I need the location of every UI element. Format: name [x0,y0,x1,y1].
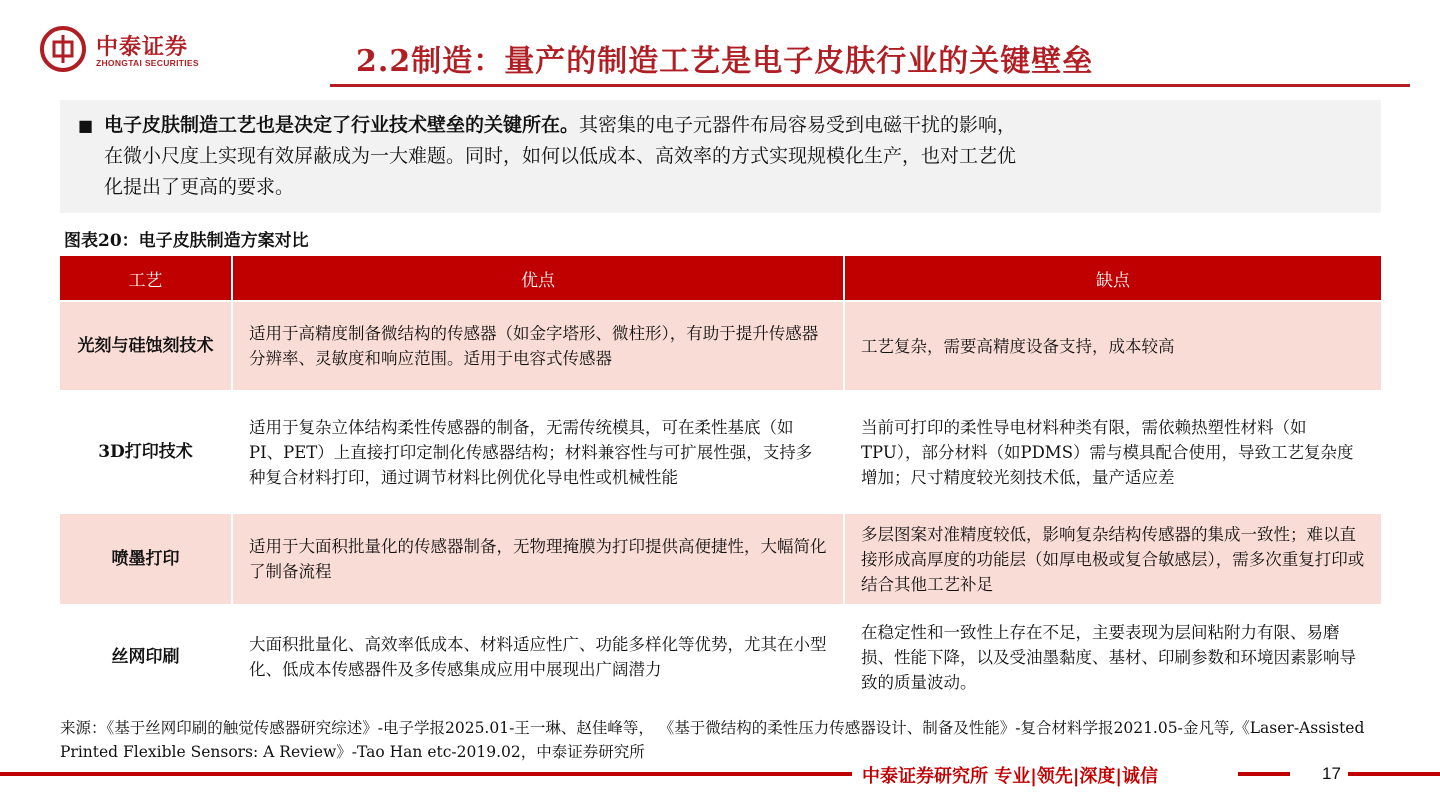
page-number: 17 [1322,764,1341,783]
footer-rule-right [1348,772,1440,776]
summary-lead: 电子皮肤制造工艺也是决定了行业技术壁垒的关键所在。 [104,114,580,136]
process-cell: 丝网印刷 [60,605,232,709]
footer-slogan: 中泰证券研究所 专业|领先|深度|诚信 [862,766,1158,787]
footer-rule-left [0,772,852,776]
pros-cell: 适用于高精度制备微结构的传感器（如金字塔形、微柱形），有助于提升传感器分辨率、灵敏度和响应范围。适用于电容式传感器 [232,301,844,391]
table-row [60,513,1381,605]
header-process: 工艺 [60,256,232,301]
cons-cell: 多层图案对准精度较低，影响复杂结构传感器的集成一致性；难以直接形成高厚度的功能层（如厚电极或复合敏感层），需多次重复打印或结合其他工艺补足 [844,513,1381,605]
company-logo [40,26,230,74]
pros-cell: 适用于复杂立体结构柔性传感器的制备，无需传统模具，可在柔性基底（如PI、PET）上直接打印定制化传感器结构；材料兼容性与可扩展性强，支持多种复合材料打印，通过调节材料比例优化导电性或机械性能 [232,391,844,513]
cons-cell: 当前可打印的柔性导电材料种类有限，需依赖热塑性材料（如TPU），部分材料（如PDMS）需与模具配合使用，导致工艺复杂度增加；尺寸精度较光刻技术低，量产适应差 [844,391,1381,513]
logo-english-text: ZHONGTAI SECURITIES [96,58,199,68]
bullet-square-icon: ■ [78,116,94,135]
source-note: 来源：《基于丝网印刷的触觉传感器研究综述》-电子学报2025.01-王一琳、赵佳峰等， 《基于微结构的柔性压力传感器设计、制备及性能》-复合材料学报2021.05-金凡等,《Laser-Assisted Printed Flexible Sensors: A Review》-Tao Han etc-2019.02，中泰证券研究所 [60,719,1365,761]
table-header-row [60,256,1381,301]
page-title: 2.2制造：量产的制造工艺是电子皮肤行业的关键壁垒 [356,44,1094,79]
process-cell: 3D打印技术 [60,391,232,513]
zhongtai-logo-icon [40,26,86,72]
table-row [60,605,1381,709]
summary-text [78,110,1348,203]
table-caption: 图表20：电子皮肤制造方案对比 [64,231,309,251]
process-cell: 光刻与硅蚀刻技术 [60,301,232,391]
header-pros: 优点 [232,256,844,301]
summary-line2: 在微小尺度上实现有效屏蔽成为一大难题。同时，如何以低成本、高效率的方式实现规模化生产，也对工艺优 [104,145,1017,167]
summary-line1: 其密集的电子元器件布局容易受到电磁干扰的影响， [579,114,1017,136]
cons-cell: 在稳定性和一致性上存在不足，主要表现为层间粘附力有限、易磨损、性能下降，以及受油墨黏度、基材、印刷参数和环境因素影响导致的质量波动。 [844,605,1381,709]
footer-rule-mid [1238,772,1290,776]
pros-cell: 适用于大面积批量化的传感器制备，无物理掩膜为打印提供高便捷性，大幅简化了制备流程 [232,513,844,605]
summary-box [60,100,1381,213]
title-divider [330,84,1410,87]
header-cons: 缺点 [844,256,1381,301]
cons-cell: 工艺复杂，需要高精度设备支持，成本较高 [844,301,1381,391]
summary-line3: 化提出了更高的要求。 [104,176,295,198]
process-cell: 喷墨打印 [60,513,232,605]
pros-cell: 大面积批量化、高效率低成本、材料适应性广、功能多样化等优势，尤其在小型化、低成本传感器件及多传感集成应用中展现出广阔潜力 [232,605,844,709]
logo-text: 中泰证券 [96,35,189,60]
process-comparison-table [60,256,1381,710]
table-row [60,391,1381,513]
table-row [60,301,1381,391]
